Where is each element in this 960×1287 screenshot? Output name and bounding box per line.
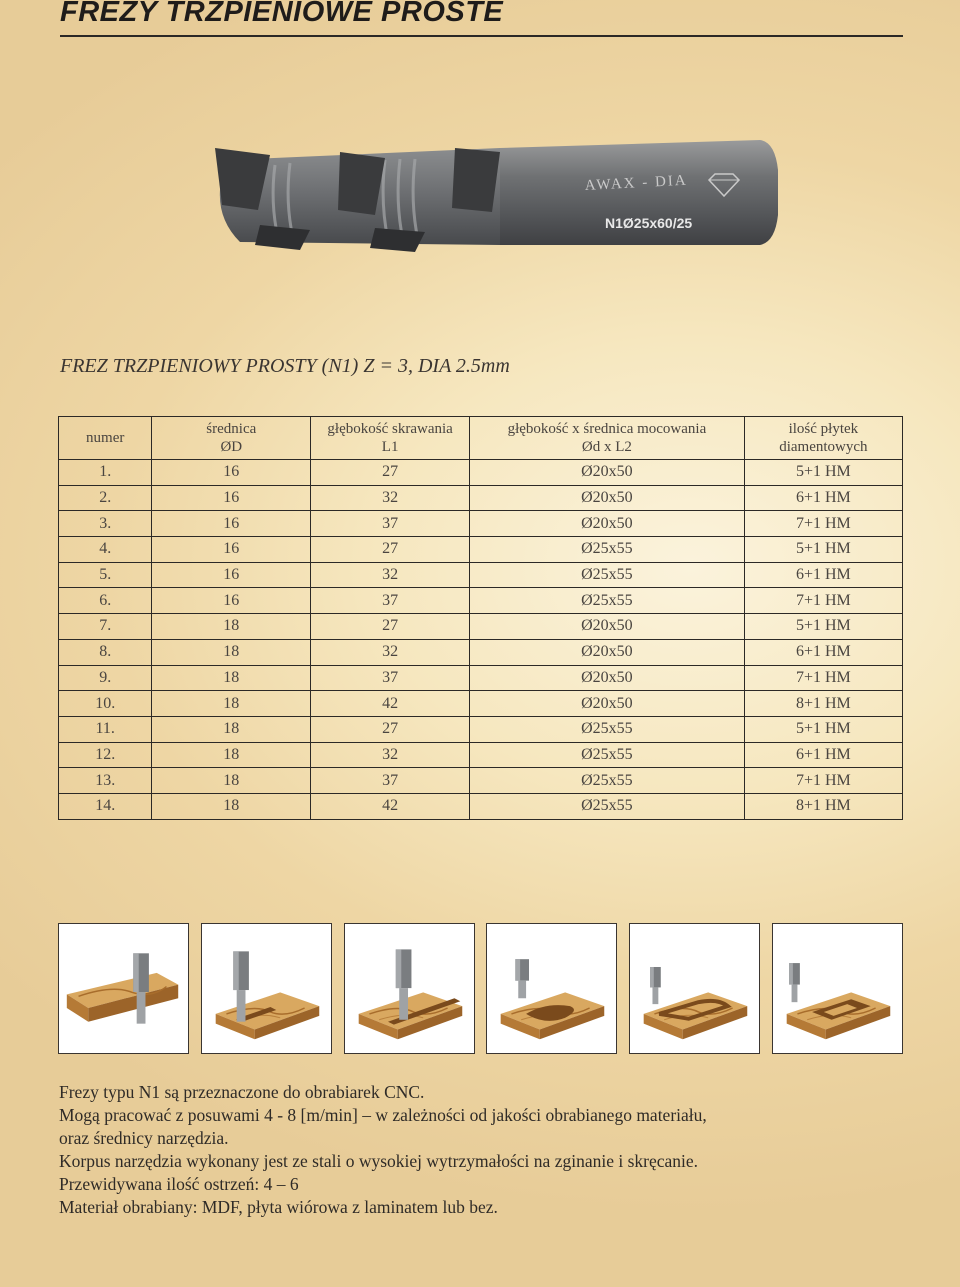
application-shaped-pocket	[486, 923, 617, 1054]
description-line: Korpus narzędzia wykonany jest ze stali o wysokiej wytrzymałości na zginanie i skręcanie.	[59, 1151, 699, 1171]
wood-cut-illustration	[59, 924, 187, 1052]
table-cell: 10.	[59, 691, 152, 717]
title-divider	[60, 35, 903, 37]
table-cell: 11.	[59, 716, 152, 742]
table-row	[59, 742, 903, 768]
specs-table	[58, 416, 903, 820]
table-cell: 37	[311, 588, 470, 614]
table-cell: Ø20x50	[470, 485, 745, 511]
table-cell: 7+1 HM	[744, 665, 902, 691]
table-cell: 14.	[59, 793, 152, 819]
column-header	[470, 417, 745, 460]
tool-photo	[200, 130, 780, 260]
table-cell: 37	[311, 511, 470, 537]
table-cell: 42	[311, 793, 470, 819]
table-cell: Ø20x50	[470, 511, 745, 537]
table-row	[59, 614, 903, 640]
brand-engraving: AWAX - DIA	[584, 172, 689, 194]
table-cell: Ø20x50	[470, 460, 745, 486]
wood-cut-illustration	[773, 924, 901, 1052]
product-subtitle: FREZ TRZPIENIOWY PROSTY (N1) Z = 3, DIA 2.5mm	[60, 355, 510, 377]
column-header-line1: średnica	[206, 421, 257, 437]
table-cell: 16	[152, 537, 311, 563]
description-line: oraz średnicy narzędzia.	[59, 1128, 229, 1148]
table-cell: 32	[311, 562, 470, 588]
table-cell: 12.	[59, 742, 152, 768]
table-cell: 16	[152, 511, 311, 537]
table-cell: Ø20x50	[470, 639, 745, 665]
table-row	[59, 588, 903, 614]
table-row	[59, 716, 903, 742]
column-header-line2: diamentowych	[779, 439, 868, 455]
wood-cut-illustration	[345, 924, 473, 1052]
application-edge-rebate	[58, 923, 189, 1054]
table-cell: Ø25x55	[470, 588, 745, 614]
table-cell: Ø25x55	[470, 768, 745, 794]
table-header-row	[59, 417, 903, 460]
application-rectangular-recess	[772, 923, 903, 1054]
column-header-line1: głębokość skrawania	[327, 421, 453, 437]
table-cell: 37	[311, 768, 470, 794]
table-cell: Ø25x55	[470, 716, 745, 742]
table-cell: 9.	[59, 665, 152, 691]
application-through-slot	[201, 923, 332, 1054]
table-cell: 5+1 HM	[744, 460, 902, 486]
table-cell: 8+1 HM	[744, 691, 902, 717]
table-cell: 2.	[59, 485, 152, 511]
table-row	[59, 537, 903, 563]
table-cell: 8.	[59, 639, 152, 665]
table-cell: 18	[152, 691, 311, 717]
description	[59, 1081, 707, 1219]
table-cell: 7+1 HM	[744, 768, 902, 794]
description-line: Materiał obrabiany: MDF, płyta wiórowa z laminatem lub bez.	[59, 1197, 498, 1217]
table-cell: 18	[152, 614, 311, 640]
table-cell: Ø25x55	[470, 562, 745, 588]
column-header	[59, 417, 152, 460]
table-cell: 16	[152, 588, 311, 614]
marking-engraving: N1Ø25x60/25	[605, 215, 693, 231]
table-cell: 16	[152, 485, 311, 511]
description-line: Mogą pracować z posuwami 4 - 8 [m/min] – w zależności od jakości obrabianego materiału,	[59, 1105, 707, 1125]
table-cell: Ø20x50	[470, 614, 745, 640]
table-cell: 18	[152, 793, 311, 819]
table-cell: 6+1 HM	[744, 485, 902, 511]
table-cell: 27	[311, 460, 470, 486]
application-through-groove	[344, 923, 475, 1054]
table-cell: 3.	[59, 511, 152, 537]
table-cell: 6+1 HM	[744, 562, 902, 588]
column-header-line1: ilość płytek	[788, 421, 859, 437]
table-cell: 6+1 HM	[744, 742, 902, 768]
table-row	[59, 511, 903, 537]
table-cell: 16	[152, 460, 311, 486]
table-cell: 8+1 HM	[744, 793, 902, 819]
table-cell: Ø20x50	[470, 665, 745, 691]
wood-cut-illustration	[487, 924, 615, 1052]
table-cell: 27	[311, 537, 470, 563]
column-header-line2: L1	[381, 439, 399, 455]
table-cell: 32	[311, 485, 470, 511]
table-row	[59, 691, 903, 717]
table-cell: 27	[311, 716, 470, 742]
wood-cut-illustration	[630, 924, 758, 1052]
table-row	[59, 665, 903, 691]
table-cell: Ø20x50	[470, 691, 745, 717]
column-header-line1: głębokość x średnica mocowania	[507, 421, 707, 437]
column-header-line1: numer	[86, 430, 125, 446]
table-cell: 7+1 HM	[744, 588, 902, 614]
table-cell: 16	[152, 562, 311, 588]
table-cell: 27	[311, 614, 470, 640]
table-row	[59, 768, 903, 794]
table-cell: 18	[152, 716, 311, 742]
description-line: Frezy typu N1 są przeznaczone do obrabiarek CNC.	[59, 1082, 425, 1102]
table-cell: 13.	[59, 768, 152, 794]
column-header	[311, 417, 470, 460]
table-cell: Ø25x55	[470, 793, 745, 819]
column-header-line2: Ød x L2	[581, 439, 632, 455]
table-cell: Ø25x55	[470, 742, 745, 768]
table-cell: 18	[152, 742, 311, 768]
table-cell: 4.	[59, 537, 152, 563]
table-cell: Ø25x55	[470, 537, 745, 563]
table-row	[59, 639, 903, 665]
table-cell: 6.	[59, 588, 152, 614]
application-illustrations	[58, 923, 903, 1056]
description-line: Przewidywana ilość ostrzeń: 4 – 6	[59, 1174, 299, 1194]
table-cell: 32	[311, 639, 470, 665]
table-cell: 18	[152, 768, 311, 794]
table-cell: 6+1 HM	[744, 639, 902, 665]
table-cell: 32	[311, 742, 470, 768]
table-row	[59, 485, 903, 511]
table-cell: 5+1 HM	[744, 537, 902, 563]
application-narrow-channel	[629, 923, 760, 1054]
table-cell: 18	[152, 665, 311, 691]
table-cell: 42	[311, 691, 470, 717]
table-cell: 5+1 HM	[744, 614, 902, 640]
table-cell: 7.	[59, 614, 152, 640]
column-header-line2: ØD	[220, 439, 243, 455]
table-row	[59, 562, 903, 588]
table-cell: 5+1 HM	[744, 716, 902, 742]
table-row	[59, 460, 903, 486]
table-cell: 37	[311, 665, 470, 691]
page-title: FREZY TRZPIENIOWE PROSTE	[60, 0, 504, 28]
table-row	[59, 793, 903, 819]
column-header	[152, 417, 311, 460]
table-cell: 1.	[59, 460, 152, 486]
table-cell: 7+1 HM	[744, 511, 902, 537]
column-header	[744, 417, 902, 460]
wood-cut-illustration	[202, 924, 330, 1052]
table-cell: 5.	[59, 562, 152, 588]
table-cell: 18	[152, 639, 311, 665]
